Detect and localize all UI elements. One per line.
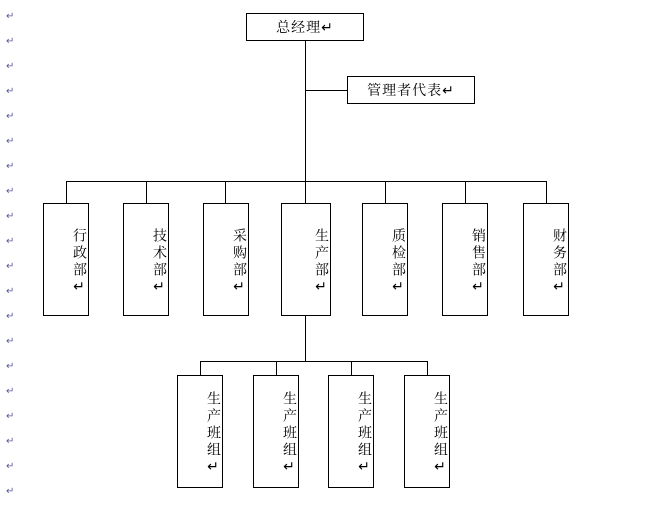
connector-drop-team-4: [427, 361, 428, 375]
paragraph-mark-icon: ↵: [6, 411, 15, 422]
node-general-manager-label: 总经理↵: [276, 21, 334, 36]
paragraph-mark-icon: ↵: [6, 136, 15, 147]
paragraph-mark-icon: ↵: [6, 261, 15, 272]
connector-drop-team-3: [351, 361, 352, 375]
node-production-team-3[interactable]: [328, 375, 374, 488]
connector-drop-dept-1: [66, 181, 67, 203]
connector-to-representative: [305, 90, 347, 91]
node-department-administration[interactable]: [43, 203, 89, 316]
node-management-representative[interactable]: [347, 76, 475, 104]
paragraph-mark-icon: ↵: [6, 461, 15, 472]
node-department-sales-label: 销售部↵: [470, 227, 485, 298]
node-department-production-label: 生产部↵: [313, 227, 328, 298]
node-production-team-4-label: 生产班组↵: [432, 391, 447, 478]
node-production-team-2-label: 生产班组↵: [281, 391, 296, 478]
paragraph-mark-icon: ↵: [6, 36, 15, 47]
node-department-quality-inspection-label: 质检部↵: [390, 227, 405, 298]
paragraph-mark-icon: ↵: [6, 486, 15, 497]
node-production-team-3-label: 生产班组↵: [356, 391, 371, 478]
paragraph-mark-icon: ↵: [6, 186, 15, 197]
paragraph-mark-icon: ↵: [6, 311, 15, 322]
paragraph-mark-icon: ↵: [6, 61, 15, 72]
connector-vertical-main: [305, 41, 306, 181]
node-production-team-2[interactable]: [253, 375, 299, 488]
node-department-quality-inspection[interactable]: [362, 203, 408, 316]
node-department-purchasing[interactable]: [203, 203, 249, 316]
connector-drop-team-1: [200, 361, 201, 375]
connector-production-to-teams: [305, 316, 306, 361]
node-department-technology-label: 技术部↵: [151, 227, 166, 298]
connector-department-bus: [66, 181, 546, 182]
paragraph-mark-icon: ↵: [6, 436, 15, 447]
paragraph-mark-icon: ↵: [6, 211, 15, 222]
node-management-representative-label: 管理者代表↵: [367, 84, 455, 99]
paragraph-mark-icon: ↵: [6, 286, 15, 297]
node-department-administration-label: 行政部↵: [71, 227, 86, 298]
node-department-finance-label: 财务部↵: [551, 227, 566, 298]
paragraph-mark-icon: ↵: [6, 86, 15, 97]
paragraph-mark-icon: ↵: [6, 236, 15, 247]
node-department-finance[interactable]: [523, 203, 569, 316]
node-department-sales[interactable]: [442, 203, 488, 316]
paragraph-mark-icon: ↵: [6, 386, 15, 397]
connector-drop-dept-3: [225, 181, 226, 203]
connector-drop-dept-6: [465, 181, 466, 203]
node-production-team-1[interactable]: [177, 375, 223, 488]
margin-marks: [0, 0, 22, 513]
connector-team-bus: [200, 361, 427, 362]
connector-drop-dept-5: [385, 181, 386, 203]
node-department-technology[interactable]: [123, 203, 169, 316]
node-general-manager[interactable]: [246, 13, 364, 41]
paragraph-mark-icon: ↵: [6, 336, 15, 347]
paragraph-mark-icon: ↵: [6, 161, 15, 172]
connector-drop-team-2: [276, 361, 277, 375]
paragraph-mark-icon: ↵: [6, 11, 15, 22]
connector-drop-dept-2: [146, 181, 147, 203]
connector-drop-dept-7: [546, 181, 547, 203]
node-department-production[interactable]: [281, 203, 331, 316]
connector-drop-dept-4: [305, 181, 306, 203]
paragraph-mark-icon: ↵: [6, 361, 15, 372]
node-production-team-1-label: 生产班组↵: [205, 391, 220, 478]
node-production-team-4[interactable]: [404, 375, 450, 488]
node-department-purchasing-label: 采购部↵: [231, 227, 246, 298]
paragraph-mark-icon: ↵: [6, 111, 15, 122]
